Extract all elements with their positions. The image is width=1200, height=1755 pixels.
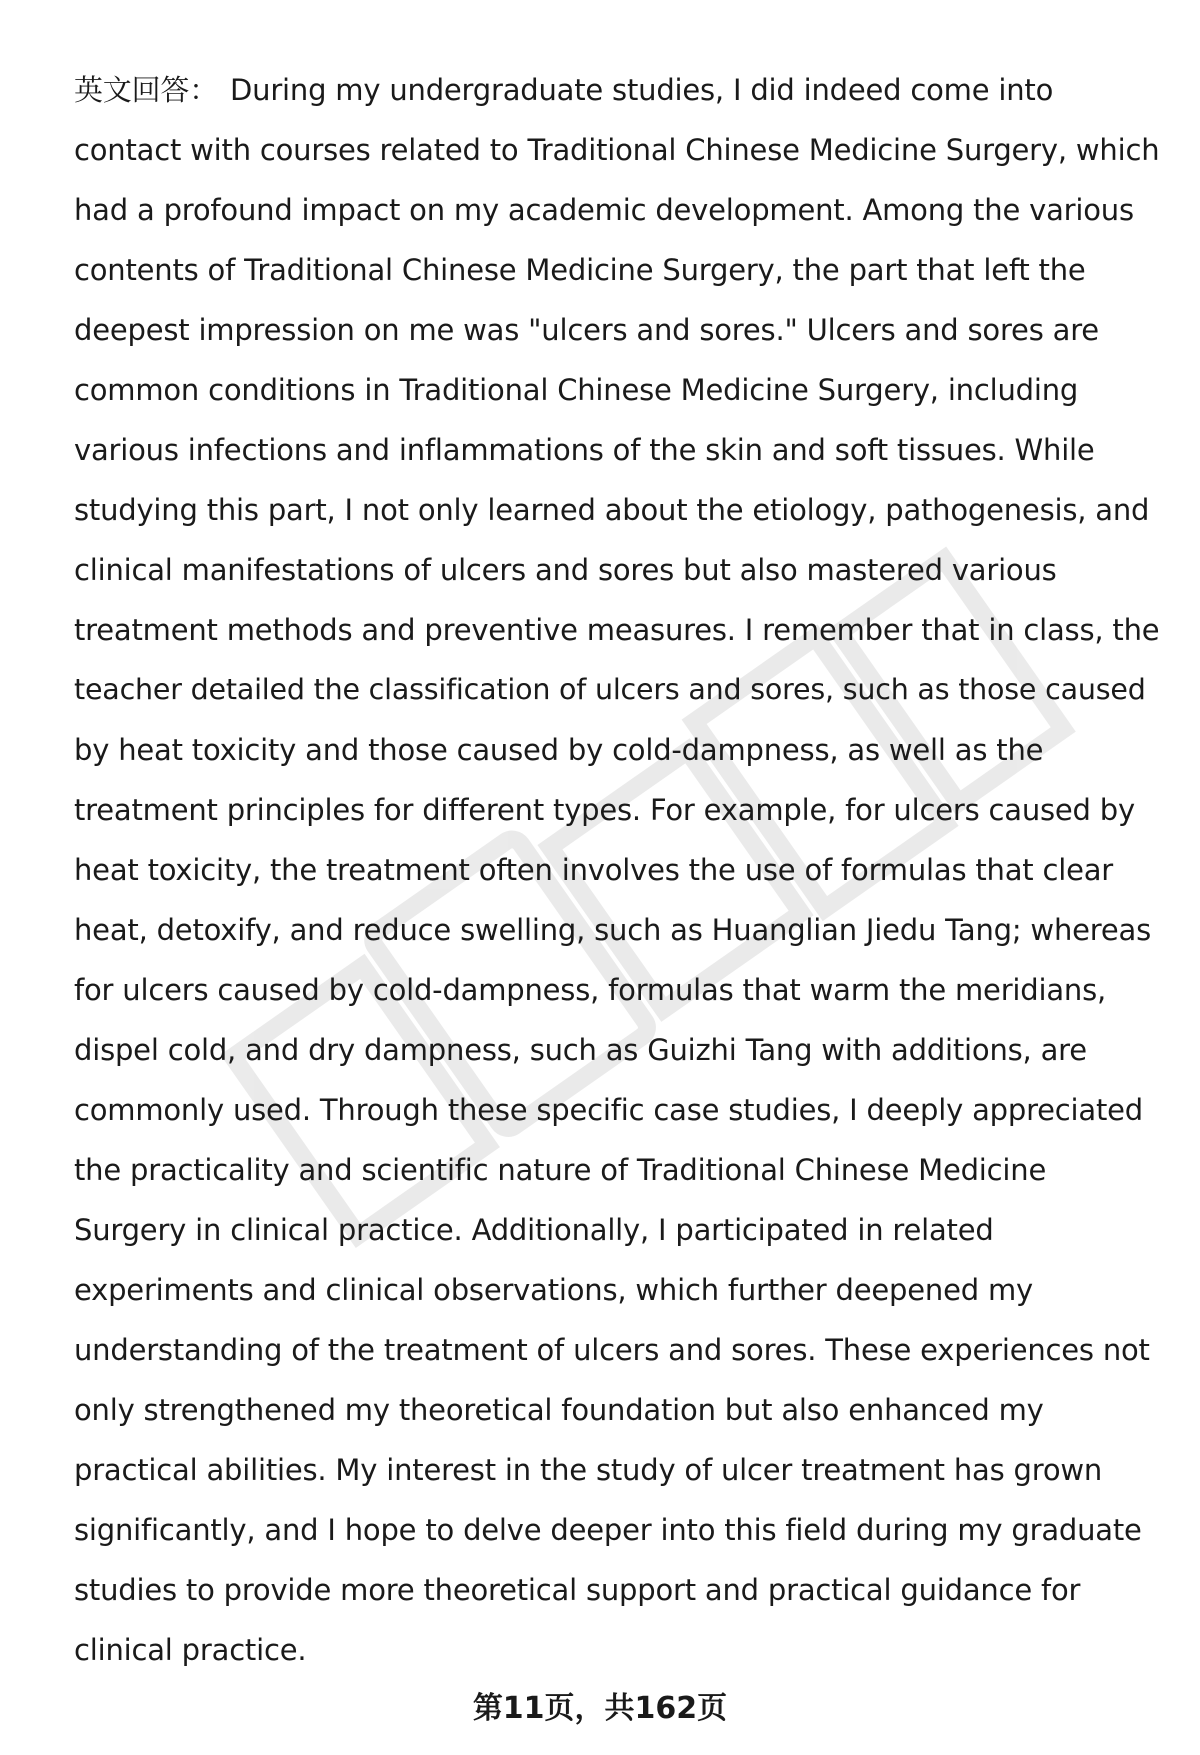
text-line: understanding of the treatment of ulcers and sores. These experiences not — [74, 1333, 1150, 1367]
text-line — [74, 60, 1164, 120]
text-line: significantly, and I hope to delve deeper into this field during my graduate — [74, 1513, 1142, 1547]
page-number-footer: 第11页，共162页 — [472, 1691, 728, 1726]
text-line: practical abilities. My interest in the study of ulcer treatment has grown — [74, 1453, 1103, 1487]
text-line: the practicality and scientific nature of Traditional Chinese Medicine — [74, 1153, 1047, 1187]
text-line: treatment methods and preventive measures. I remember that in class, the — [74, 613, 1160, 647]
text-line: heat toxicity, the treatment often involves the use of formulas that clear — [74, 853, 1114, 887]
text-line-content: During my undergraduate studies, I did indeed come into — [230, 73, 1054, 107]
text-line: for ulcers caused by cold-dampness, formulas that warm the meridians, — [74, 973, 1107, 1007]
text-line: studies to provide more theoretical support and practical guidance for — [74, 1573, 1081, 1607]
text-line: clinical manifestations of ulcers and sores but also mastered various — [74, 553, 1057, 587]
text-line: contents of Traditional Chinese Medicine Surgery, the part that left the — [74, 253, 1086, 287]
text-line: by heat toxicity and those caused by cold-dampness, as well as the — [74, 733, 1044, 767]
text-line: experiments and clinical observations, which further deepened my — [74, 1273, 1033, 1307]
answer-text-block — [74, 60, 1164, 1680]
text-line: clinical practice. — [74, 1633, 307, 1667]
text-line: deepest impression on me was "ulcers and sores." Ulcers and sores are — [74, 313, 1099, 347]
text-line: studying this part, I not only learned about the etiology, pathogenesis, and — [74, 493, 1150, 527]
text-line: treatment principles for different types. For example, for ulcers caused by — [74, 793, 1135, 827]
text-line: teacher detailed the classification of ulcers and sores, such as those caused — [74, 673, 1146, 706]
text-line: only strengthened my theoretical foundation but also enhanced my — [74, 1393, 1044, 1427]
text-line: common conditions in Traditional Chinese Medicine Surgery, including — [74, 373, 1079, 407]
text-line: Surgery in clinical practice. Additionally, I participated in related — [74, 1213, 994, 1247]
text-line: contact with courses related to Traditional Chinese Medicine Surgery, which — [74, 133, 1160, 167]
text-line: heat, detoxify, and reduce swelling, such as Huanglian Jiedu Tang; whereas — [74, 913, 1151, 947]
text-line: dispel cold, and dry dampness, such as Guizhi Tang with additions, are — [74, 1033, 1087, 1067]
text-line: commonly used. Through these specific case studies, I deeply appreciated — [74, 1093, 1143, 1127]
text-line: had a profound impact on my academic development. Among the various — [74, 193, 1134, 227]
text-line: various infections and inflammations of the skin and soft tissues. While — [74, 433, 1095, 467]
answer-prefix: 英文回答： — [74, 73, 219, 107]
